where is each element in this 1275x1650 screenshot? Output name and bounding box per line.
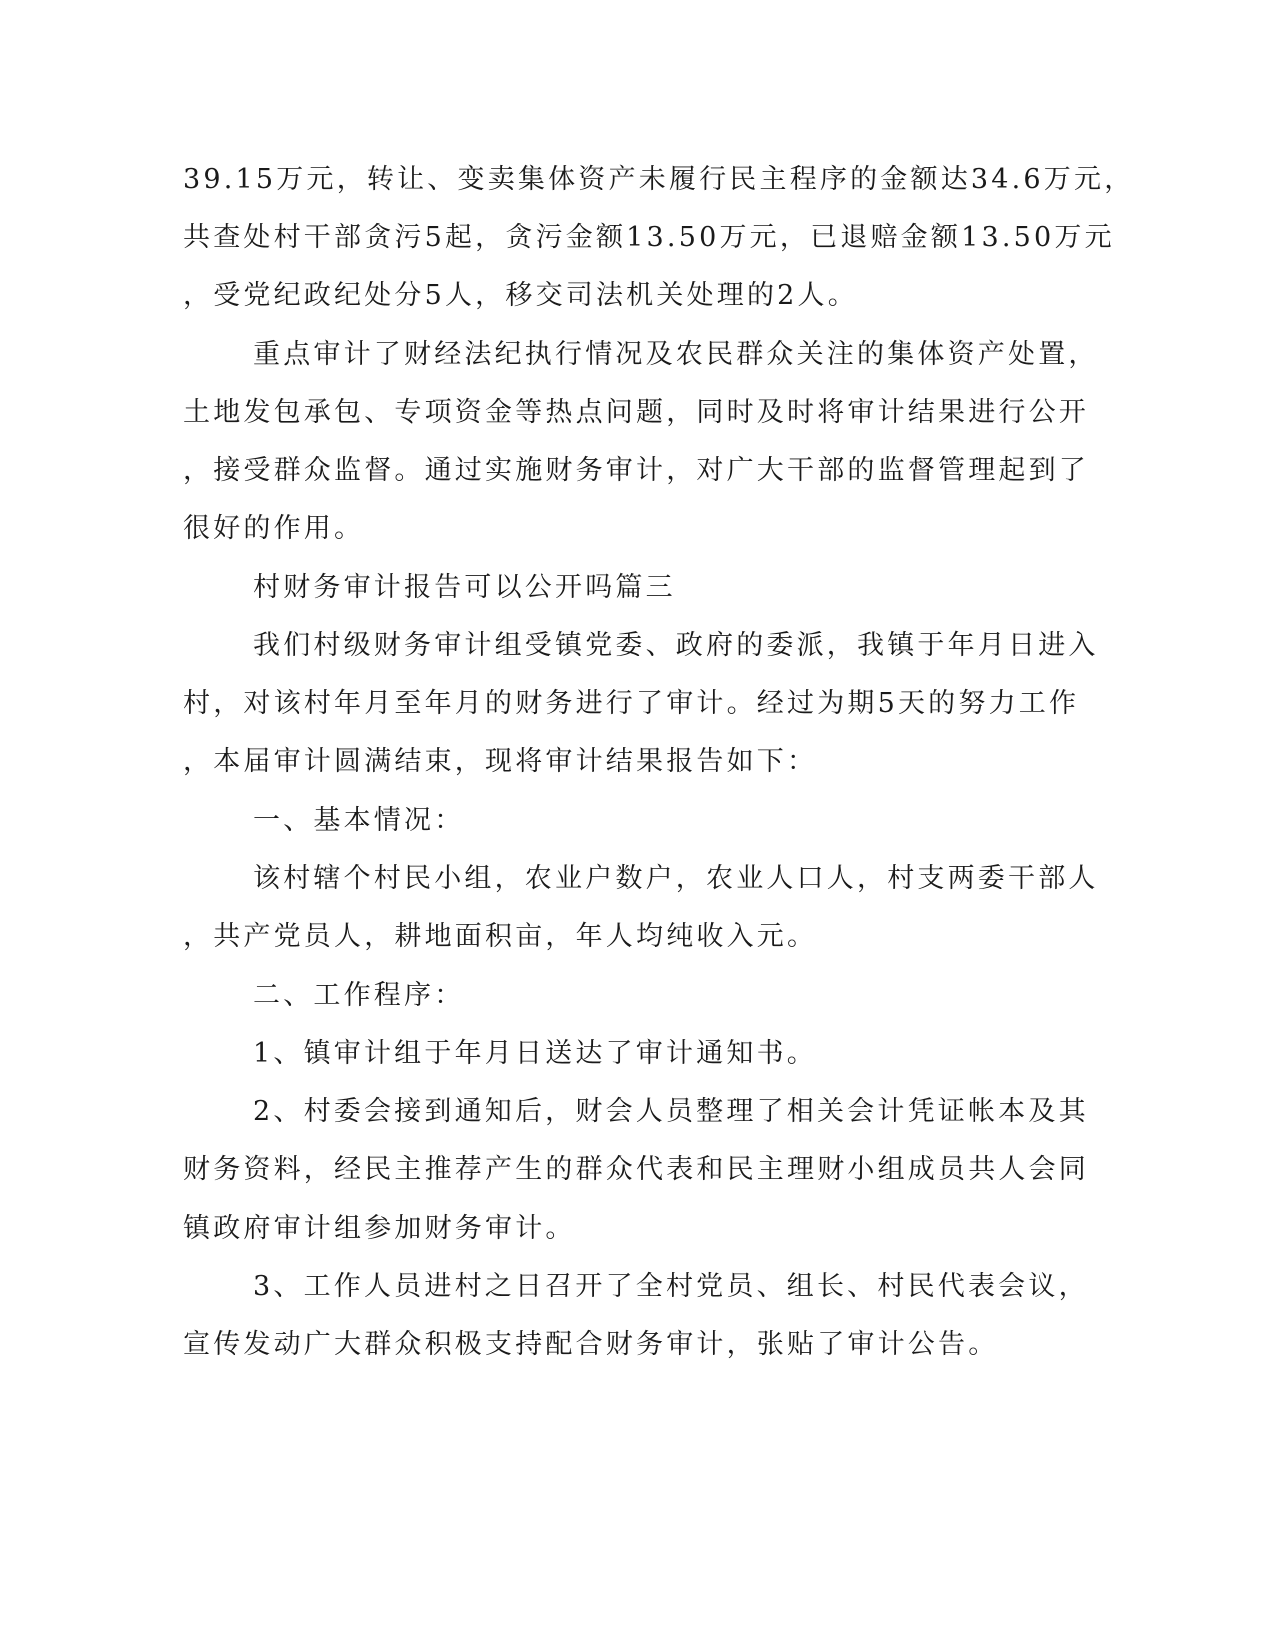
text-line: 39.15万元，转让、变卖集体资产未履行民主程序的金额达34.6万元， — [183, 164, 1135, 195]
list-item-2: 2、村委会接到通知后，财会人员整理了相关会计凭证帐本及其 — [253, 1096, 1089, 1127]
paragraph-start-line: 重点审计了财经法纪执行情况及农民群众关注的集体资产处置， — [253, 339, 1099, 370]
text-line: 土地发包承包、专项资金等热点问题，同时及时将审计结果进行公开 — [183, 397, 1089, 428]
text-line: 镇政府审计组参加财务审计。 — [183, 1213, 576, 1244]
paragraph-start-line: 该村辖个村民小组，农业户数户，农业人口人，村支两委干部人 — [253, 863, 1099, 894]
subheading: 一、基本情况： — [253, 805, 465, 836]
list-item-1: 1、镇审计组于年月日送达了审计通知书。 — [253, 1038, 817, 1069]
text-line: ，共产党员人，耕地面积亩，年人均纯收入元。 — [183, 921, 818, 952]
text-line: 村，对该村年月至年月的财务进行了审计。经过为期5天的努力工作 — [183, 688, 1080, 719]
text-line: 共查处村干部贪污5起，贪污金额13.50万元，已退赔金额13.50万元 — [183, 222, 1115, 253]
list-item-3: 3、工作人员进村之日召开了全村党员、组长、村民代表会议， — [253, 1271, 1089, 1302]
text-line: 宣传发动广大群众积极支持配合财务审计，张贴了审计公告。 — [183, 1329, 999, 1360]
text-line: ，接受群众监督。通过实施财务审计，对广大干部的监督管理起到了 — [183, 455, 1089, 486]
text-line: 很好的作用。 — [183, 513, 365, 544]
section-heading: 村财务审计报告可以公开吗篇三 — [253, 572, 676, 603]
subheading: 二、工作程序： — [253, 980, 465, 1011]
text-line: ，本届审计圆满结束，现将审计结果报告如下： — [183, 746, 818, 777]
paragraph-start-line: 我们村级财务审计组受镇党委、政府的委派，我镇于年月日进入 — [253, 630, 1099, 661]
text-line: ，受党纪政纪处分5人，移交司法机关处理的2人。 — [183, 280, 858, 311]
text-line: 财务资料，经民主推荐产生的群众代表和民主理财小组成员共人会同 — [183, 1154, 1089, 1185]
